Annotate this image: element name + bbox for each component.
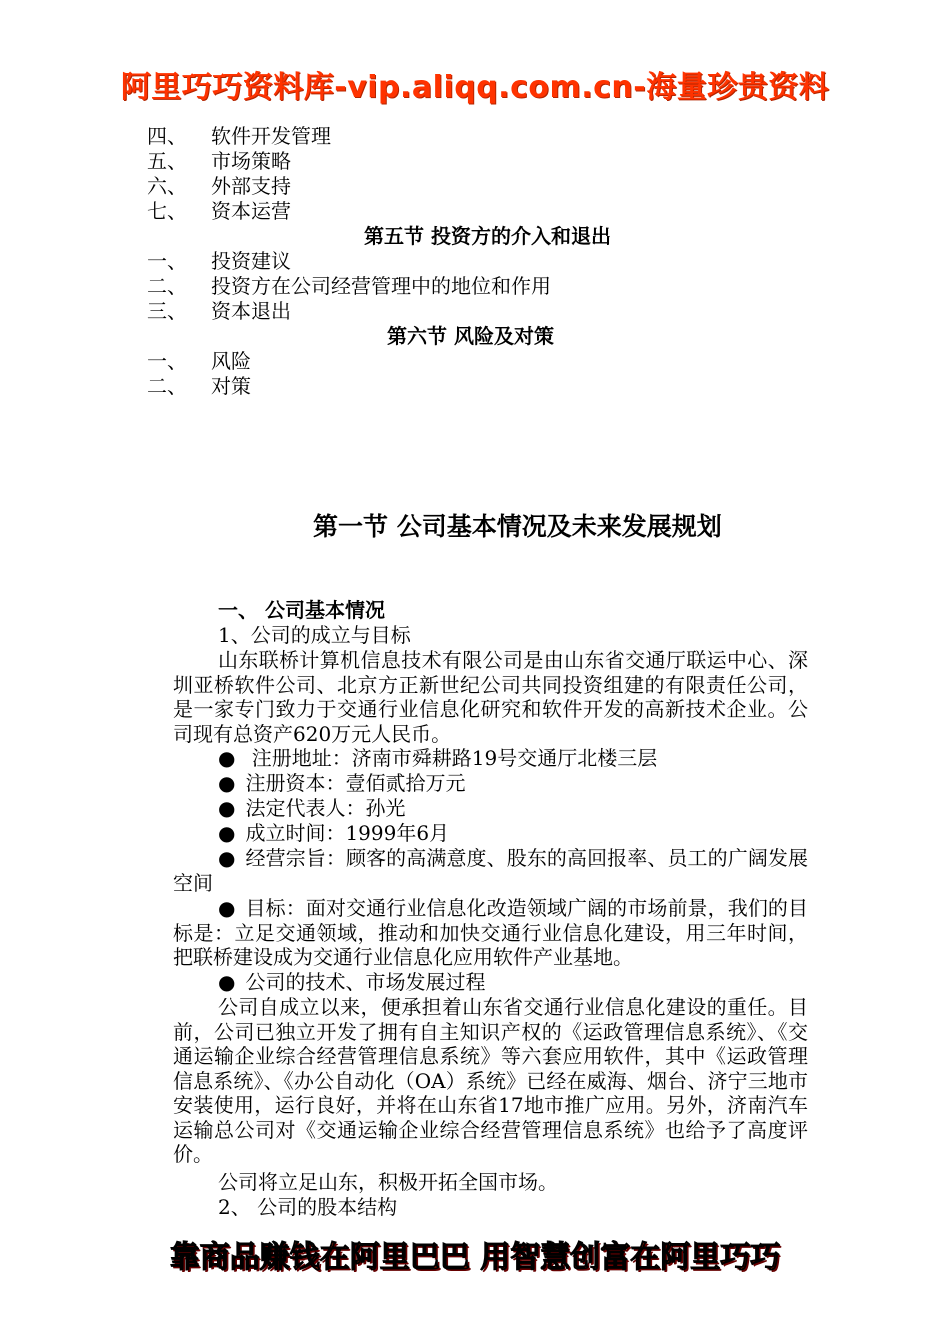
toc-group-1: [147, 124, 331, 224]
toc-item: [147, 174, 331, 199]
toc-section-5-title: 第五节 投资方的介入和退出: [364, 224, 611, 248]
toc-item-label: 对策: [211, 374, 251, 398]
history-paragraph: 公司自成立以来，便承担着山东省交通行业信息化建设的重任。目前，公司已独立开发了拥有自主知识产权的《运政管理信息系统》、《交通运输企业综合经营管理信息系统》等六套应用软件，其中《运政管理信息系统》、《办公自动化（OA）系统》已经在威海、烟台、济宁三地市安装使用，运行良好，并将在山东省17地市推广应用。另外，济南汽车运输总公司对《交通运输企业综合经营管理信息系统》也给予了高度评价。: [173, 995, 808, 1166]
toc-item-number: 三、: [147, 299, 187, 323]
toc-item-number: 二、: [147, 374, 187, 398]
toc-item: [147, 374, 251, 399]
bullet-established-date: ● 成立时间：1999年6月: [218, 821, 449, 846]
toc-group-3: [147, 349, 251, 399]
toc-item-number: 四、: [147, 124, 187, 148]
toc-item: [147, 199, 331, 224]
bullet-business-purpose: ● 经营宗旨：顾客的高满意度、股东的高回报率、员工的广阔发展空间: [173, 846, 808, 895]
toc-item: [147, 274, 551, 299]
toc-item-number: 二、: [147, 274, 187, 298]
toc-item: [147, 349, 251, 374]
toc-item-number: 一、: [147, 249, 187, 273]
toc-item-label: 风险: [211, 349, 251, 373]
toc-item-label: 投资建议: [211, 249, 291, 273]
sub-heading: 一、 公司基本情况: [218, 598, 385, 622]
toc-item-label: 市场策略: [211, 149, 291, 173]
toc-item-number: 六、: [147, 174, 187, 198]
toc-item-label: 资本运营: [211, 199, 291, 223]
bullet-legal-representative: ● 法定代表人：孙光: [218, 796, 405, 821]
toc-item-label: 投资方在公司经营管理中的地位和作用: [211, 274, 551, 298]
chapter-title: 第一节 公司基本情况及未来发展规划: [313, 512, 722, 541]
toc-item-number: 七、: [147, 199, 187, 223]
toc-item-label: 软件开发管理: [211, 124, 331, 148]
toc-item-number: 五、: [147, 149, 187, 173]
intro-paragraph: 山东联桥计算机信息技术有限公司是由山东省交通厅联运中心、深圳亚桥软件公司、北京方正新世纪公司共同投资组建的有限责任公司，是一家专门致力于交通行业信息化研究和软件开发的高新技术企业。公司现有总资产620万元人民币。: [173, 648, 808, 746]
toc-group-2: [147, 249, 551, 324]
toc-section-6-title: 第六节 风险及对策: [387, 324, 554, 348]
bullet-registered-address: ● 注册地址：济南市舜耕路19号交通厅北楼三层: [218, 746, 657, 771]
bullet-development-history: ● 公司的技术、市场发展过程: [218, 970, 485, 995]
bullet-goal: ● 目标：面对交通行业信息化改造领域广阔的市场前景，我们的目标是：立足交通领域，推动和加快交通行业信息化建设，用三年时间，把联桥建设成为交通行业信息化应用软件产业基地。: [173, 896, 808, 970]
toc-item-label: 资本退出: [211, 299, 291, 323]
toc-item: [147, 299, 551, 324]
item-2-heading: 2、 公司的股本结构: [218, 1195, 398, 1219]
toc-item-number: 一、: [147, 349, 187, 373]
toc-item: [147, 124, 331, 149]
toc-item: [147, 249, 551, 274]
header-banner: 阿里巧巧资料库-vip.aliqq.com.cn-海量珍贵资料: [120, 70, 830, 105]
toc-item-label: 外部支持: [211, 174, 291, 198]
toc-item: [147, 149, 331, 174]
footer-banner: 靠商品赚钱在阿里巴巴 用智慧创富在阿里巧巧: [169, 1240, 781, 1275]
bullet-registered-capital: ● 注册资本：壹佰贰拾万元: [218, 771, 465, 796]
item-1-heading: 1、公司的成立与目标: [218, 623, 411, 647]
closing-line: 公司将立足山东，积极开拓全国市场。: [218, 1170, 558, 1194]
